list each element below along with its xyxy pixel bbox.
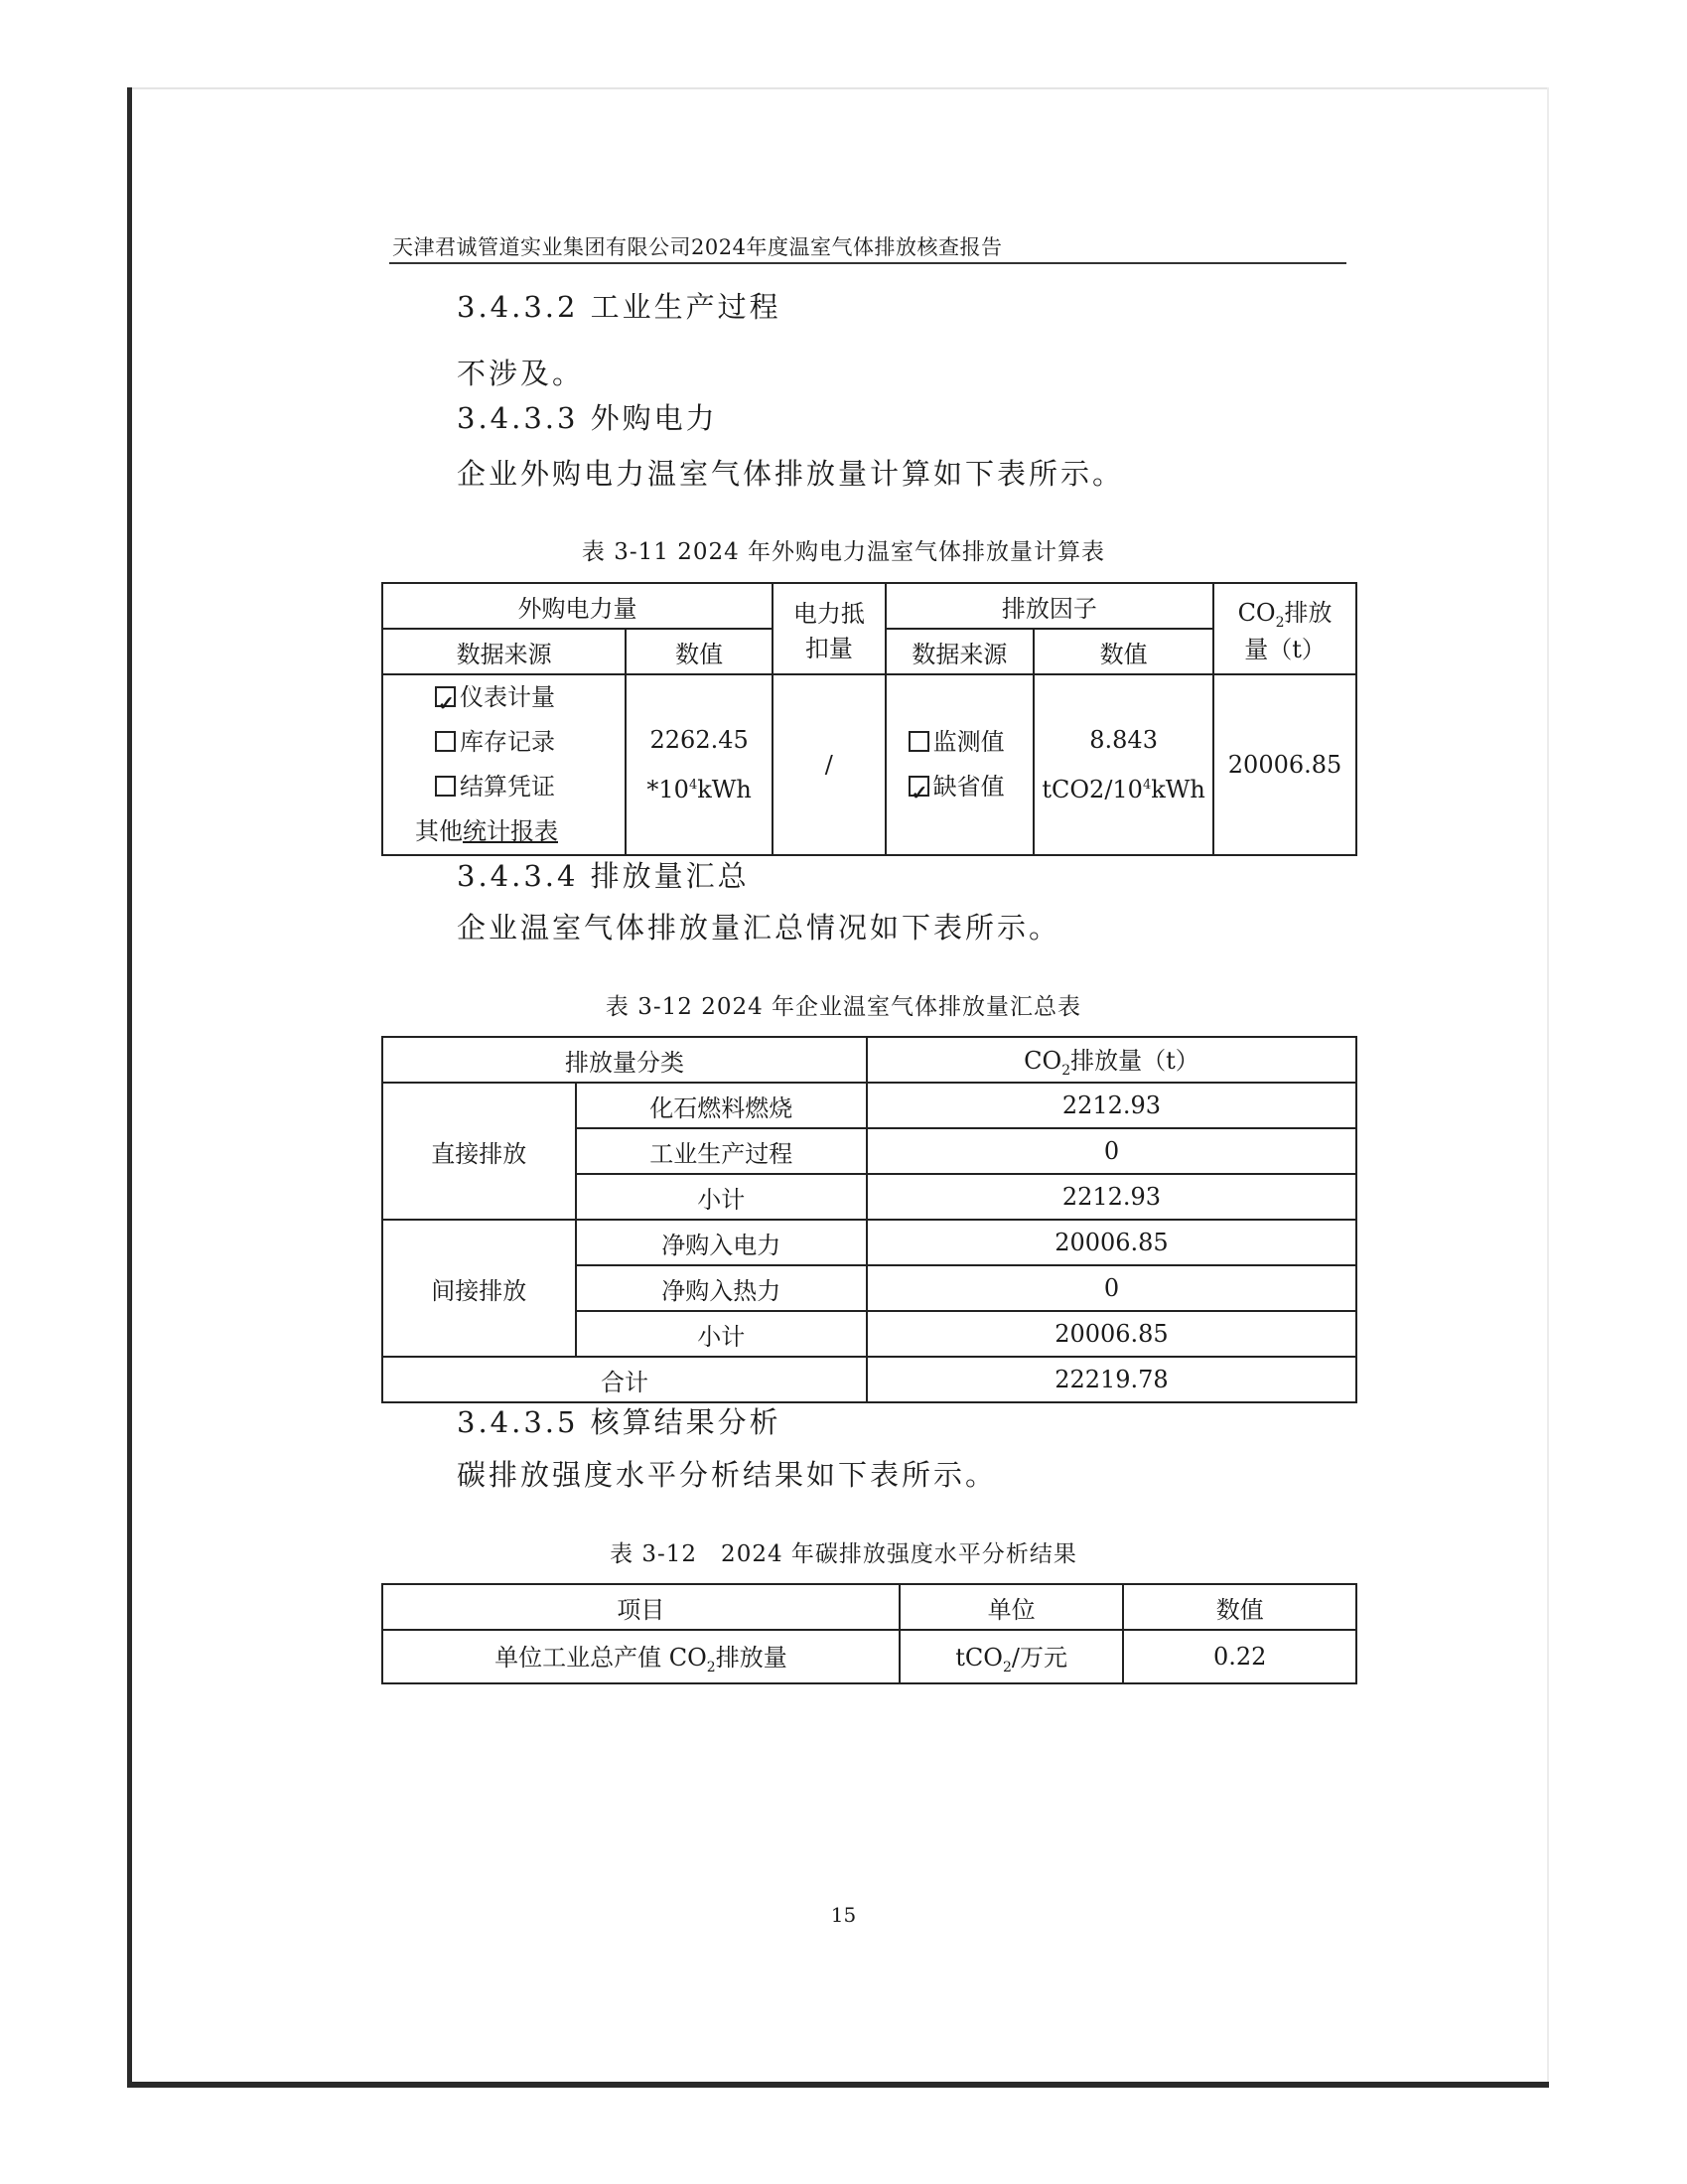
scan-top-edge <box>132 87 1549 89</box>
row-value: 0 <box>867 1128 1356 1174</box>
item-cell: 单位工业总产值 $CO_2$排放量 <box>382 1630 900 1683</box>
header-emission-factor: 排放因子 <box>886 583 1213 629</box>
option-settlement: 结算凭证 <box>435 765 625 809</box>
empty-checkbox-icon <box>909 731 929 752</box>
indirect-emission-label: 间接排放 <box>382 1220 576 1357</box>
row-value: 20006.85 <box>867 1220 1356 1265</box>
section-heading-analysis: 3.4.3.5 核算结果分析 <box>457 1405 781 1439</box>
page-header: 天津君诚管道实业集团有限公司2024年度温室气体排放核查报告 <box>392 235 1003 259</box>
co2-emission-value: 20006.85 <box>1213 674 1356 855</box>
scan-right-edge <box>1547 87 1549 2086</box>
intensity-analysis-table <box>381 1583 1357 1684</box>
section-text-industrial-process: 不涉及。 <box>457 357 585 390</box>
row-value: 2212.93 <box>867 1083 1356 1128</box>
purchased-power-table <box>381 582 1357 856</box>
option-default: ✓缺省值 <box>909 765 1034 809</box>
scan-left-edge <box>127 87 132 2086</box>
option-inventory: 库存记录 <box>435 720 625 765</box>
total-row <box>382 1357 1356 1402</box>
header-factor-source: 数据来源 <box>886 629 1035 674</box>
page-number: 15 <box>830 1903 857 1927</box>
header-category: 排放量分类 <box>382 1037 867 1083</box>
power-offset-value: / <box>773 674 886 855</box>
row-label: 净购入电力 <box>576 1220 867 1265</box>
table-row <box>382 1083 1356 1128</box>
checked-checkbox-icon <box>909 776 929 797</box>
section-text-summary: 企业温室气体排放量汇总情况如下表所示。 <box>457 911 1061 945</box>
value-cell: 0.22 <box>1123 1630 1356 1683</box>
row-label: 小计 <box>576 1311 867 1357</box>
unit-cell: tCO$_2$/万元 <box>900 1630 1124 1683</box>
empty-checkbox-icon <box>435 776 456 797</box>
scan-bottom-edge <box>127 2082 1549 2088</box>
row-label: 小计 <box>576 1174 867 1220</box>
table2-caption: 表 3-12 2024 年企业温室气体排放量汇总表 <box>605 994 1082 1020</box>
row-value: 2212.93 <box>867 1174 1356 1220</box>
section-text-analysis: 碳排放强度水平分析结果如下表所示。 <box>457 1458 998 1492</box>
header-co2-emission: $CO_2$排放量（t） <box>867 1037 1356 1083</box>
emission-summary-table <box>381 1036 1357 1403</box>
header-power-offset: 电力抵 扣量 <box>773 583 886 674</box>
header-item: 项目 <box>382 1584 900 1630</box>
section-heading-industrial-process: 3.4.3.2 工业生产过程 <box>457 290 781 324</box>
option-meter: ✓仪表计量 <box>435 675 625 720</box>
row-value: 0 <box>867 1265 1356 1311</box>
header-co2-emission: $CO_2$排放 量（t） <box>1213 583 1356 674</box>
total-value: 22219.78 <box>867 1357 1356 1402</box>
factor-source-options <box>886 674 1035 855</box>
total-label: 合计 <box>382 1357 867 1402</box>
header-rule <box>389 262 1346 264</box>
checked-checkbox-icon <box>435 686 456 707</box>
option-monitored: 监测值 <box>909 720 1034 765</box>
header-purchased-power: 外购电力量 <box>382 583 773 629</box>
header-value: 数值 <box>626 629 773 674</box>
row-label: 化石燃料燃烧 <box>576 1083 867 1128</box>
section-heading-purchased-power: 3.4.3.3 外购电力 <box>457 401 718 435</box>
table-row <box>382 1630 1356 1683</box>
header-unit: 单位 <box>900 1584 1124 1630</box>
section-text-purchased-power: 企业外购电力温室气体排放量计算如下表所示。 <box>457 457 1125 491</box>
direct-emission-label: 直接排放 <box>382 1083 576 1220</box>
empty-checkbox-icon <box>435 731 456 752</box>
table-row <box>382 1220 1356 1265</box>
row-value: 20006.85 <box>867 1311 1356 1357</box>
emission-factor-value: 8.843 $tCO2/10^4kWh$ <box>1034 674 1213 855</box>
table3-caption: 表 3-12 2024 年碳排放强度水平分析结果 <box>610 1541 1077 1567</box>
row-label: 工业生产过程 <box>576 1128 867 1174</box>
section-heading-summary: 3.4.3.4 排放量汇总 <box>457 859 750 893</box>
row-label: 净购入热力 <box>576 1265 867 1311</box>
header-factor-value: 数值 <box>1034 629 1213 674</box>
option-other: 其他统计报表 <box>415 817 558 845</box>
header-value: 数值 <box>1123 1584 1356 1630</box>
header-data-source: 数据来源 <box>382 629 626 674</box>
data-source-options <box>382 674 626 855</box>
table1-caption: 表 3-11 2024 年外购电力温室气体排放量计算表 <box>581 539 1106 565</box>
purchased-power-value: 2262.45 $*10^4kWh$ <box>626 674 773 855</box>
